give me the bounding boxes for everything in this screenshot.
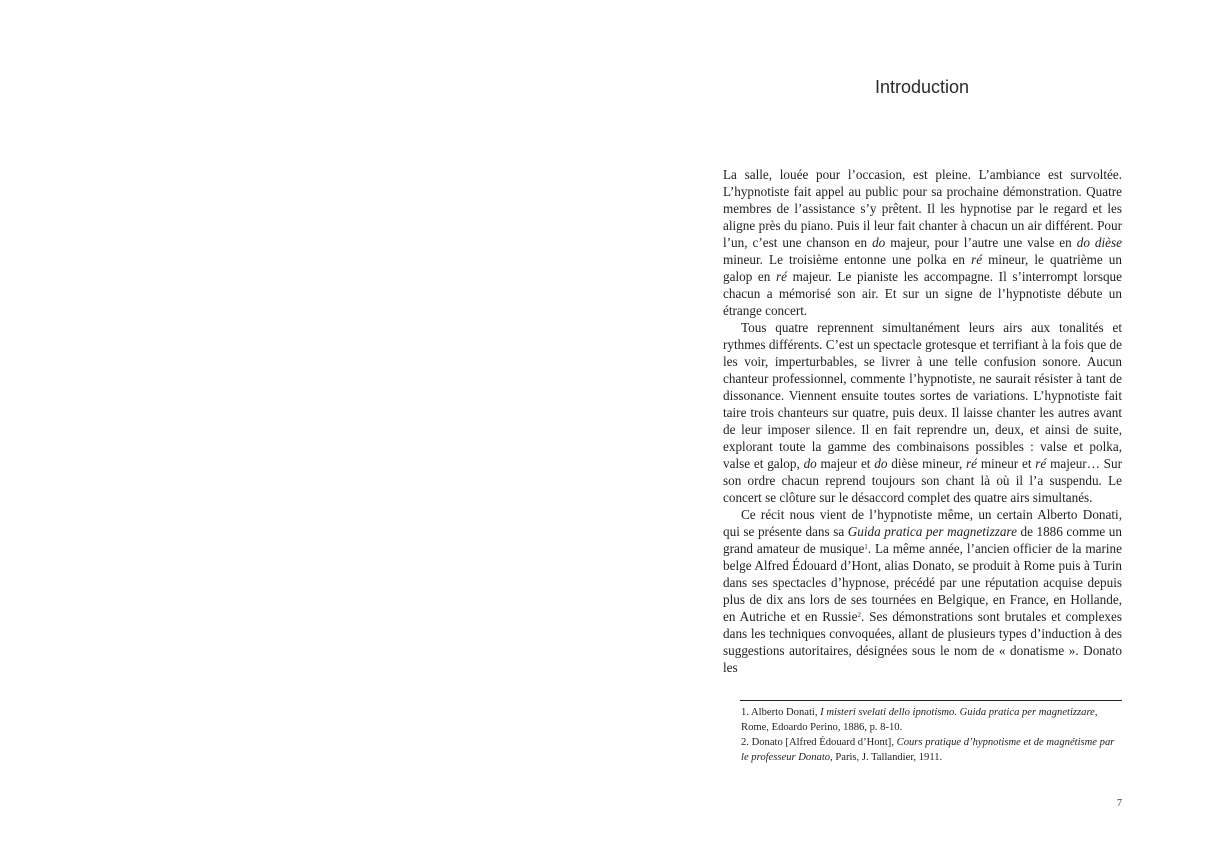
p1-text-d: mineur, le quatrième un galop en (723, 252, 1122, 284)
p2-italic-4: ré (1035, 456, 1047, 471)
paragraph-2 (723, 319, 1122, 506)
p1-italic-2: do dièse (1076, 235, 1122, 250)
fn1-title: I misteri svelati dello ipnotismo. Guida pratica per magnetizzare (820, 707, 1095, 718)
p1-text-e: majeur. Le pianiste les accompagne. Il s’interrompt lorsque chacun a mémorisé son air. Et sur un signe de l’hypnotiste débute un étrange concert. (723, 269, 1122, 318)
paragraph-3 (723, 506, 1122, 676)
p3-italic-1: Guida pratica per magnetizzare (847, 524, 1017, 539)
page-number: 7 (1117, 798, 1122, 809)
footnote-2 (741, 735, 1122, 765)
p2-text-b: majeur et (816, 456, 875, 471)
footnote-ref-1[interactable]: 1 (864, 543, 868, 551)
p3-text-c: . La même année, l’ancien officier de la marine belge Alfred Édouard d’Hont, alias Donato, se produit à Rome puis à Turin dans ses spectacles d’hypnose, précédé par une réputation acquise depuis plus de dix ans lors de ses tournées en Belgique, en France, en Hollande, en Autriche et en Russie (723, 541, 1122, 624)
p1-text-b: majeur, pour l’autre une valse en (885, 235, 1077, 250)
footnote-ref-2[interactable]: 2 (857, 611, 861, 619)
p2-text-a: Tous quatre reprennent simultanément leurs airs aux tonalités et rythmes différents. C’est un spectacle grotesque et terrifiant à la fois que de les voir, imperturbables, se livrer à une telle confusion sonore. Aucun chanteur professionnel, commente l’hypnotiste, ne saurait résister à tant de dissonance. Viennent ensuite toutes sortes de variations. L’hypnotiste fait taire trois chanteurs sur quatre, puis deux. Il laisse chanter les autres avant de leur imposer silence. Il en fait reprendre un, deux, et ainsi de suite, explorant toute la gamme des combinaisons possibles : valse et polka, valse et galop, (723, 320, 1122, 471)
fn2-title: Cours pratique d’hypnotisme et de magnétisme par le professeur Donato (741, 737, 1115, 763)
paragraph-1 (723, 166, 1122, 319)
chapter-title: Introduction (874, 77, 970, 97)
fn1-text-a: 1. Alberto Donati, (741, 707, 821, 718)
footnote-separator (740, 700, 1122, 701)
p2-text-d: mineur et (977, 456, 1036, 471)
fn1-text-b: , Rome, Edoardo Perino, 1886, p. 8-10. (741, 707, 1098, 733)
p1-italic-1: do (872, 235, 886, 250)
p1-italic-4: ré (776, 269, 787, 284)
p1-text-c: mineur. Le troisième entonne une polka en (723, 252, 972, 267)
p1-italic-3: ré (971, 252, 983, 267)
footnote-1 (741, 705, 1122, 735)
p3-text-d: . Ses démonstrations sont brutales et complexes dans les techniques convoquées, allant de plusieurs types d’induction à des suggestions autoritaires, désignées sous le nom de « donatisme ». Donato les (723, 609, 1122, 675)
p2-italic-3: ré (966, 456, 978, 471)
body-text (723, 166, 1122, 676)
footnotes (741, 705, 1122, 765)
p2-text-c: dièse mineur, (887, 456, 967, 471)
p2-italic-2: do (874, 456, 888, 471)
p3-text-a: Ce récit nous vient de l’hypnotiste même, un certain Alberto Donati, qui se présente dans sa (723, 507, 1122, 539)
p3-text-b: de 1886 comme un grand amateur de musique (723, 524, 1122, 556)
p1-text-a: La salle, louée pour l’occasion, est pleine. L’ambiance est survoltée. L’hypnotiste fait appel au public pour sa prochaine démonstration. Quatre membres de l’assistance s’y prêtent. Il les hypnotise par le regard et les aligne près du piano. Puis il leur fait chanter à chacun un air différent. Pour l’un, c’est une chanson en (723, 167, 1122, 250)
fn2-text-b: , Paris, J. Tallandier, 1911. (830, 752, 943, 763)
fn2-text-a: 2. Donato [Alfred Édouard d’Hont], (741, 737, 897, 748)
p2-italic-1: do (803, 456, 817, 471)
p2-text-e: majeur… Sur son ordre chacun reprend toujours son chant là où il l’a suspendu. Le concert se clôture sur le désaccord complet des quatre airs simultanés. (723, 456, 1122, 505)
